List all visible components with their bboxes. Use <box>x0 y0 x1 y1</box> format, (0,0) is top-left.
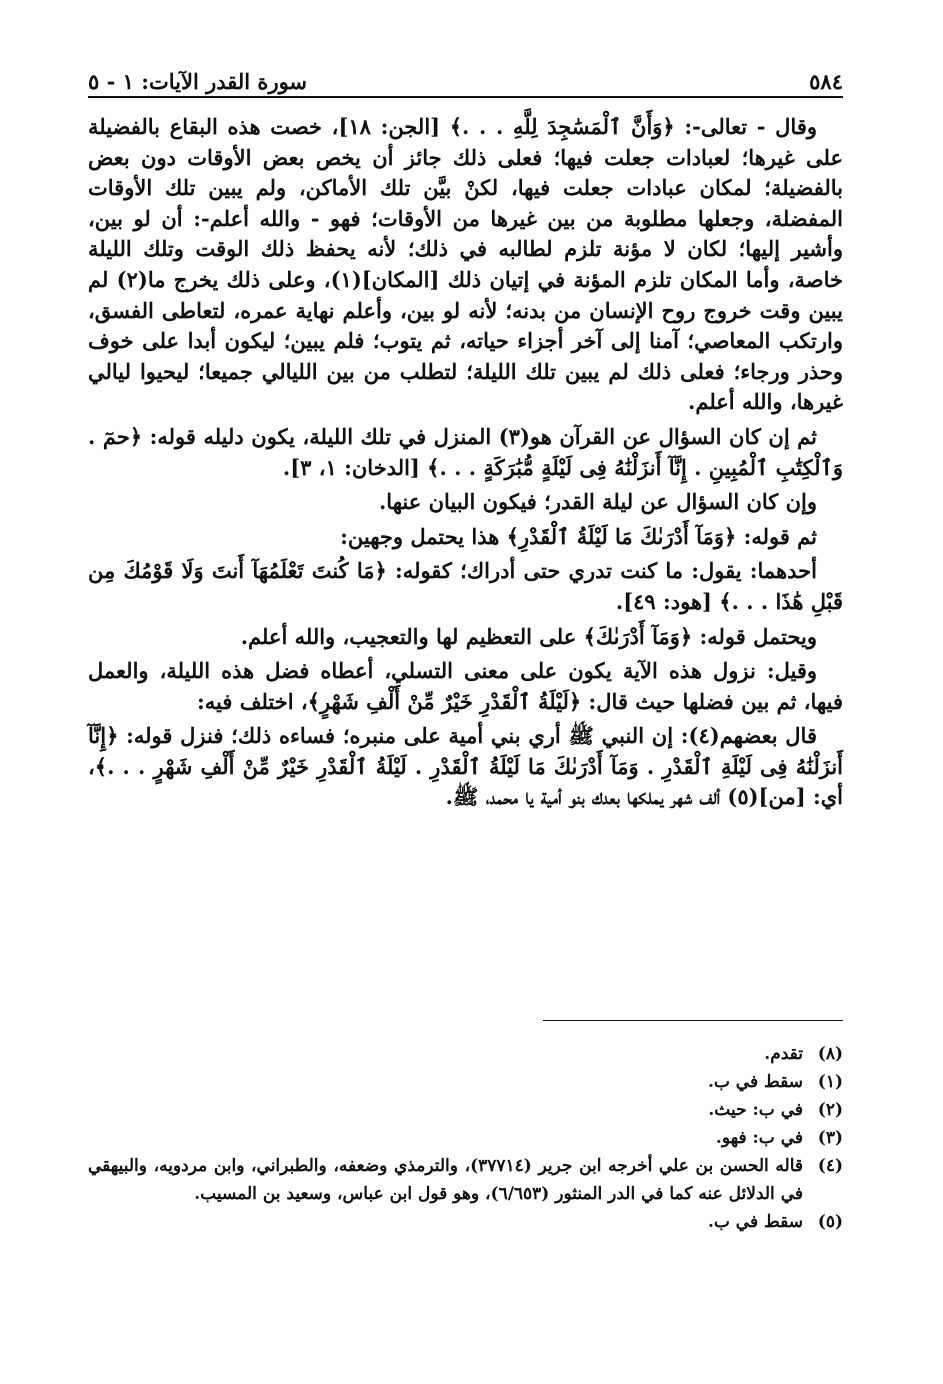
paragraph: ويحتمل قوله: ﴿وَمَآ أَدْرَىٰكَ﴾ على التعظيم لها والتعجيب، والله أعلم. <box>240 623 817 649</box>
paragraph: وإن كان السؤال عن ليلة القدر؛ فيكون البيان عنها. <box>379 489 817 515</box>
paragraph: ثم قوله: ﴿وَمَآ أَدْرَىٰكَ مَا لَيْلَةُ ٱلْقَدْرِ﴾ هذا يحتمل وجهين: <box>340 523 817 549</box>
footnote-text: سقط في ب. <box>707 1212 803 1232</box>
paragraph: وقال - تعالى-: ﴿وَأَنَّ ٱلْمَسَٰجِدَ لِلَّهِ . . .﴾ [الجن: ١٨]، خصت هذه البقاع بالفضيلة على غيرها؛ لعبادات جعلت فيها؛ فعلى ذلك جائز أن يخص بعض الأوقات دون بعض بالفضيلة؛ لمكان عبادات جعلت فيها، لكنْ بيَّن تلك الأماكن، ولم يبين تلك الأوقات المفضلة، وجعلها مطلوبة من بين غيرها من الأوقات؛ فهو - والله أعلم-: أن لو بين، وأشير إليها؛ لكان لا مؤنة تلزم لطالبه في ذلك؛ لأنه يحفظ ذلك الوقت وتلك الليلة خاصة، وأما المكان تلزم المؤنة في إتيان ذلك [المكان](١)، وعلى ذلك يخرج ما(٢) لم يبين وقت خروج روح الإنسان من بدنه؛ لأنه لو بين، وأعلم نهاية عمره، لتعاطى الفسق، وارتكب المعاصي؛ آمنا إلى آخر أجزاء حياته، ثم يتوب؛ فلم يبين؛ ليكون أبدا على خوف وحذر ورجاء؛ فعلى ذلك لم يبين تلك الليلة؛ لتطلب من بين الليالي جميعا؛ ليحيوا ليالي غيرها، والله أعلم. <box>88 114 844 415</box>
page-title: سورة القدر الآيات: ١ - ٥ <box>88 69 308 94</box>
footnote <box>88 1208 843 1236</box>
footnote <box>88 1124 843 1152</box>
main-text <box>88 112 843 813</box>
footnote-text: سقط في ب. <box>707 1072 803 1092</box>
footnote-text: في ب: فهو. <box>715 1128 803 1148</box>
footnote-number: (١) <box>817 1072 843 1092</box>
paragraph: وقيل: نزول هذه الآية يكون على معنى التسلي، أعطاه فضل هذه الليلة، والعمل فيها، ثم بين فضلها حيث قال: ﴿لَيْلَةُ ٱلْقَدْرِ خَيْرٌ مِّنْ أَلْفِ شَهْرٍ﴾، اختلف فيه: <box>88 658 843 714</box>
footnote-text: في ب: حيث. <box>708 1100 803 1120</box>
footnote-number: (٥) <box>817 1212 843 1232</box>
footnote-text: تقدم. <box>764 1044 803 1064</box>
footnotes <box>88 1040 843 1236</box>
footnote-number: (٤) <box>817 1156 843 1176</box>
paragraph: ثم إن كان السؤال عن القرآن هو(٣) المنزل في تلك الليلة، يكون دليله قوله: ﴿حمٓ . وَٱلْكِتَٰبِ ٱلْمُبِينِ . إِنَّآ أَنزَلْنَٰهُ فِى لَيْلَةٍ مُّبَٰرَكَةٍ . . .﴾ [الدخان: ١، ٣]. <box>88 423 843 480</box>
page-number: ٥٨٤ <box>809 69 843 94</box>
footnote <box>88 1096 843 1124</box>
footnote-divider <box>543 1020 843 1021</box>
header-divider <box>88 96 843 98</box>
footnote <box>88 1068 843 1096</box>
footnote-number: (٢) <box>817 1100 843 1120</box>
footnote-number: (٣) <box>817 1128 843 1148</box>
footnote <box>88 1040 843 1068</box>
paragraph: قال بعضهم(٤): إن النبي ﷺ أري بني أمية على منبره؛ فساءه ذلك؛ فنزل قوله: ﴿إِنَّآ أَنزَلْنَٰهُ فِى لَيْلَةِ ٱلْقَدْرِ . وَمَآ أَدْرَىٰكَ مَا لَيْلَةُ ٱلْقَدْرِ . لَيْلَةُ ٱلْقَدْرِ خَيْرٌ مِّنْ أَلْفِ شَهْرٍ . . .﴾، أي: [من](٥) ألف شهر يملكها بعدك بنو أمية يا محمد، ﷺ. <box>88 723 843 810</box>
footnote <box>88 1152 843 1208</box>
page-header <box>88 50 843 94</box>
footnote-number: (٨) <box>817 1044 843 1064</box>
paragraph: أحدهما: يقول: ما كنت تدري حتى أدراك؛ كقوله: ﴿مَا كُنتَ تَعْلَمُهَآ أَنتَ وَلَا قَوْمُكَ مِن قَبْلِ هَٰذَا . . .﴾ [هود: ٤٩]. <box>88 558 843 614</box>
footnote-text: قاله الحسن بن علي أخرجه ابن جرير (٣٧٧١٤)، والترمذي وضعفه، والطبراني، وابن مردويه، والبيهقي في الدلائل عنه كما في الدر المنثور (٦/٦٥٣)، وهو قول ابن عباس، وسعيد بن المسيب. <box>88 1156 803 1204</box>
